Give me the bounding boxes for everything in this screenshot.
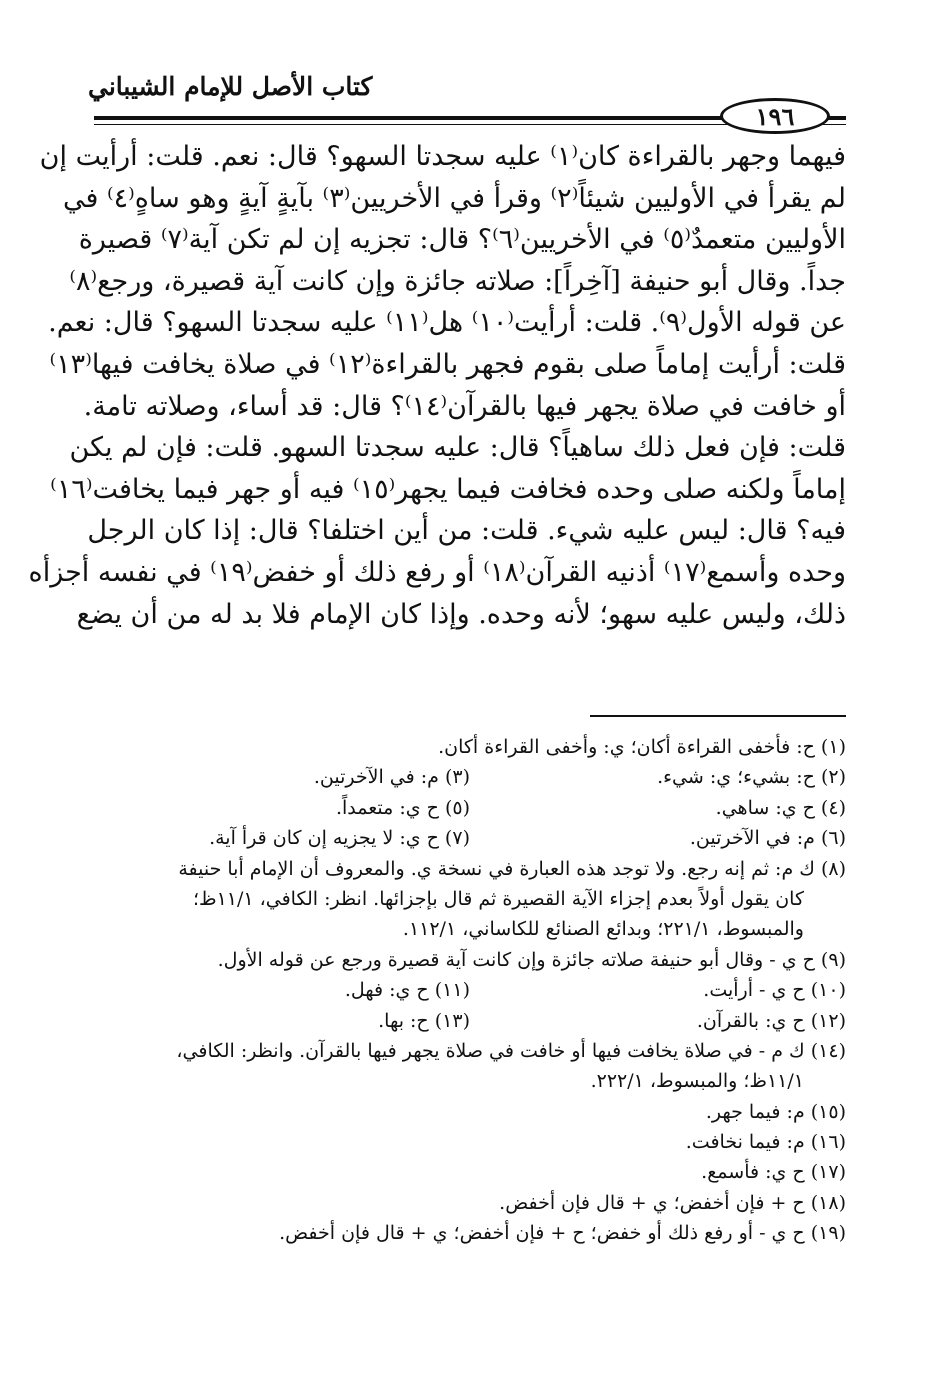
footnote-7: (٧) ح ي: لا يجزيه إن كان قرأ آية. [209,827,470,850]
text-line: فيهما وجهر بالقراءة كان⁽١⁾ عليه سجدتا السهو؟ قال: نعم. قلت: أرأيت إن [39,141,846,172]
footnote-row [94,793,846,823]
footnote-10: (١٠) ح ي - أرأيت. [703,979,846,1002]
page-number: ١٩٦ [755,101,795,131]
footnote-row [94,1127,846,1157]
text-line: جداً. وقال أبو حنيفة [آخِراً]: صلاته جائزة وإن كانت آية قصيرة، ورجع⁽٨⁾ [69,265,846,297]
footnote-14-line: ١١/١ظ؛ والمبسوط، ٢٢٢/١. [590,1070,804,1093]
main-text [28,136,846,635]
footnote-row [94,1097,846,1127]
footnote-6: (٦) م: في الآخرتين. [689,827,846,850]
footnote-8-line: (٨) ك م: ثم إنه رجع. ولا توجد هذه العبارة في نسخة ي. والمعروف أن الإمام أبا حنيفة [178,857,846,880]
footnote-12: (١٢) ح ي: بالقرآن. [696,1009,846,1032]
footnote-17: (١٧) ح ي: فأسمع. [701,1161,846,1184]
footnote-9: (٩) ح ي - وقال أبو حنيفة صلاته جائزة وإن كانت آية قصيرة ورجع عن قوله الأول. [217,948,846,971]
text-line: لم يقرأ في الأوليين شيئاً⁽٢⁾ وقرأ في الأخريين⁽٣⁾ بآيةٍ آيةٍ وهو ساهٍ⁽٤⁾ في [63,182,846,214]
footnote-11: (١١) ح ي: فهل. [344,979,470,1002]
footnote-3: (٣) م: في الآخرتين. [313,766,470,789]
text-line: أو خافت في صلاة يجهر فيها بالقرآن⁽١٤⁾؟ قال: قد أساء، وصلاته تامة. [83,390,846,422]
footnote-15: (١٥) م: فيما جهر. [705,1100,846,1123]
footnote-18: (١٨) ح + فإن أخفض؛ ي + قال فإن أخفض. [499,1191,846,1214]
footnote-14-line: (١٤) ك م - في صلاة يخافت فيها أو خافت في صلاة يجهر فيها بالقرآن. وانظر: الكافي، [176,1039,846,1062]
footnote-8 [94,854,846,945]
footnote-16: (١٦) م: فيما نخافت. [685,1131,846,1154]
footnote-row [94,1188,846,1218]
footnote-row [94,732,846,762]
footnotes [94,732,846,1249]
footnote-2: (٢) ح: بشيء؛ ي: شيء. [657,766,846,789]
text-line: ذلك، وليس عليه سهو؛ لأنه وحده. وإذا كان الإمام فلا بد له من أن يضع [76,598,846,630]
text-line: الأوليين متعمدٌ⁽٥⁾ في الأخريين⁽٦⁾؟ قال: تجزيه إن لم تكن آية⁽٧⁾ قصيرة [78,224,846,256]
footnote-row [94,1006,846,1036]
footnote-row [94,975,846,1005]
footnote-19: (١٩) ح ي - أو رفع ذلك أو خفض؛ ح + فإن أخفض؛ ي + قال فإن أخفض. [279,1222,846,1245]
footnote-8-line: والمبسوط، ٢٢١/١؛ وبدائع الصنائع للكاساني، ١١٢/١. [402,918,804,941]
running-header-title: كتاب الأصل للإمام الشيباني [88,72,373,101]
footnote-5: (٥) ح ي: متعمداً. [335,796,470,819]
footnote-separator [590,715,846,717]
text-line: وحده وأسمع⁽١٧⁾ أذنيه القرآن⁽١٨⁾ أو رفع ذلك أو خفض⁽١٩⁾ في نفسه أجزأه [28,556,846,588]
text-line: عن قوله الأول⁽٩⁾. قلت: أرأيت⁽١٠⁾ هل⁽١١⁾ عليه سجدتا السهو؟ قال: نعم. [48,307,846,339]
footnote-1: (١) ح: فأخفى القراءة أكان؛ ي: وأخفى القراءة أكان. [438,736,846,758]
footnote-row [94,762,846,792]
text-line: قلت: فإن فعل ذلك ساهياً؟ قال: عليه سجدتا السهو. قلت: فإن لم يكن [69,432,846,464]
text-line: إماماً ولكنه صلى وحده فخافت فيما يجهر⁽١٥⁾ فيه أو جهر فيما يخافت⁽١٦⁾ [50,473,846,505]
text-line: قلت: أرأيت إماماً صلى بقوم فجهر بالقراءة⁽١٢⁾ في صلاة يخافت فيها⁽١٣⁾ [49,348,846,380]
footnote-8-line: كان يقول أولاً بعدم إجزاء الآية القصيرة ثم قال بإجزائها. انظر: الكافي، ١١/١ظ؛ [192,887,804,910]
footnote-row [94,945,846,975]
footnote-row [94,823,846,853]
footnote-row [94,1157,846,1187]
footnote-14 [94,1036,846,1097]
page-number-badge [720,98,830,134]
text-line: فيه؟ قال: ليس عليه شيء. قلت: من أين اختلفا؟ قال: إذا كان الرجل [87,515,846,547]
footnote-13: (١٣) ح: بها. [378,1009,470,1032]
footnote-row [94,1218,846,1248]
footnote-4: (٤) ح ي: ساهي. [715,796,846,819]
